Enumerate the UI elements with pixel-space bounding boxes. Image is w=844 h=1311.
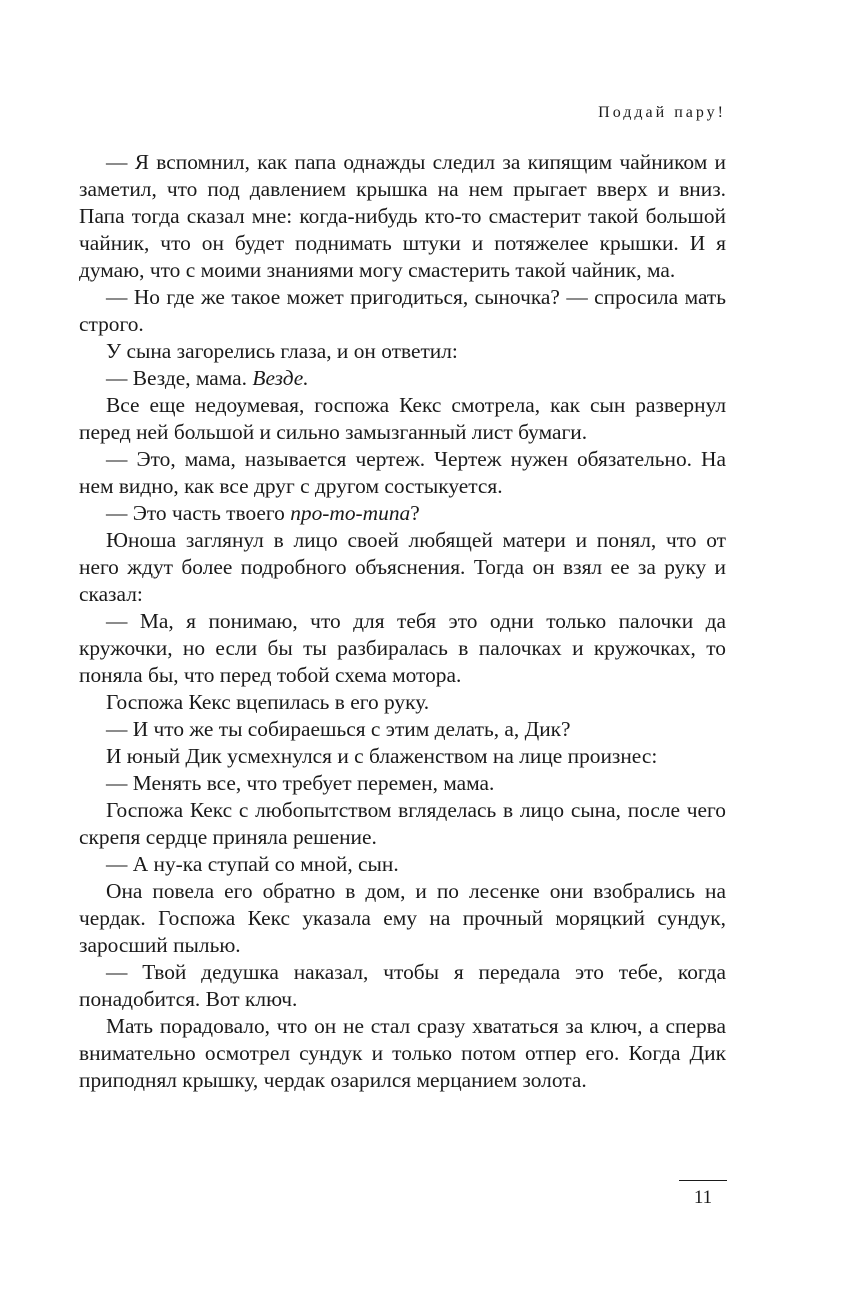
body-text [79,149,726,1094]
paragraph-text: — Это, мама, называется чертеж. Чертеж нужен обязательно. На нем видно, как все друг с другом состыкуется. [79,447,726,498]
paragraph-text: ? [410,501,420,525]
paragraph-text: Мать порадовало, что он не стал сразу хвататься за ключ, а сперва внимательно осмотрел сундук и только потом отпер его. Когда Дик приподнял крышку, чердак озарился мерцанием золота. [79,1014,726,1092]
paragraph-text: Госпожа Кекс вцепилась в его руку. [106,690,430,714]
paragraph [79,959,726,1013]
running-header: Поддай пару! [598,104,726,121]
paragraph-text: У сына загорелись глаза, и он ответил: [106,339,458,363]
paragraph-text: И юный Дик усмехнулся и с блаженством на лице произнес: [106,744,658,768]
paragraph [79,797,726,851]
paragraph [79,284,726,338]
paragraph [79,689,726,716]
paragraph [79,743,726,770]
paragraph-text: Юноша заглянул в лицо своей любящей матери и понял, что от него ждут более подробного объяснения. Тогда он взял ее за руку и сказал: [79,528,726,606]
paragraph-text: — Менять все, что требует перемен, мама. [106,771,495,795]
italic-text: про-то-типа [290,501,411,525]
paragraph [79,338,726,365]
paragraph [79,716,726,743]
paragraph-text: — Я вспомнил, как папа однажды следил за кипящим чайником и заметил, что под давлением крышка на нем прыгает вверх и вниз. Папа тогда сказал мне: когда-нибудь кто-то смастерит такой большой чайник, что он будет поднимать штуки и потяжелее крышки. И я думаю, что с моими знаниями могу смастерить такой чайник, ма. [79,150,726,282]
paragraph [79,878,726,959]
paragraph-text: — Везде, мама. [106,366,253,390]
page-number: 11 [693,1187,713,1208]
paragraph-text: — А ну-ка ступай со мной, сын. [106,852,399,876]
paragraph [79,446,726,500]
paragraph [79,851,726,878]
paragraph-text: Она повела его обратно в дом, и по лесенке они взобрались на чердак. Госпожа Кекс указала ему на прочный моряцкий сундук, заросший пылью. [79,879,726,957]
paragraph [79,365,726,392]
paragraph-text: — И что же ты собираешься с этим делать, а, Дик? [106,717,571,741]
paragraph-text: — Но где же такое может пригодиться, сыночка? — спросила мать строго. [79,285,726,336]
paragraph [79,527,726,608]
paragraph-text: — Ма, я понимаю, что для тебя это одни только палочки да кружочки, но если бы ты разбиралась в палочках и кружочках, то поняла бы, что перед тобой схема мотора. [79,609,726,687]
paragraph [79,149,726,284]
paragraph [79,500,726,527]
paragraph-text: — Твой дедушка наказал, чтобы я передала это тебе, когда понадобится. Вот ключ. [79,960,726,1011]
paragraph-text: — Это часть твоего [106,501,291,525]
paragraph [79,608,726,689]
italic-text: Везде. [252,366,309,390]
paragraph-text: Госпожа Кекс с любопытством вгляделась в лицо сына, после чего скрепя сердце приняла решение. [79,798,726,849]
paragraph [79,770,726,797]
paragraph [79,392,726,446]
page-number-rule [679,1180,727,1181]
paragraph [79,1013,726,1094]
paragraph-text: Все еще недоумевая, госпожа Кекс смотрела, как сын развернул перед ней большой и сильно замызганный лист бумаги. [79,393,726,444]
